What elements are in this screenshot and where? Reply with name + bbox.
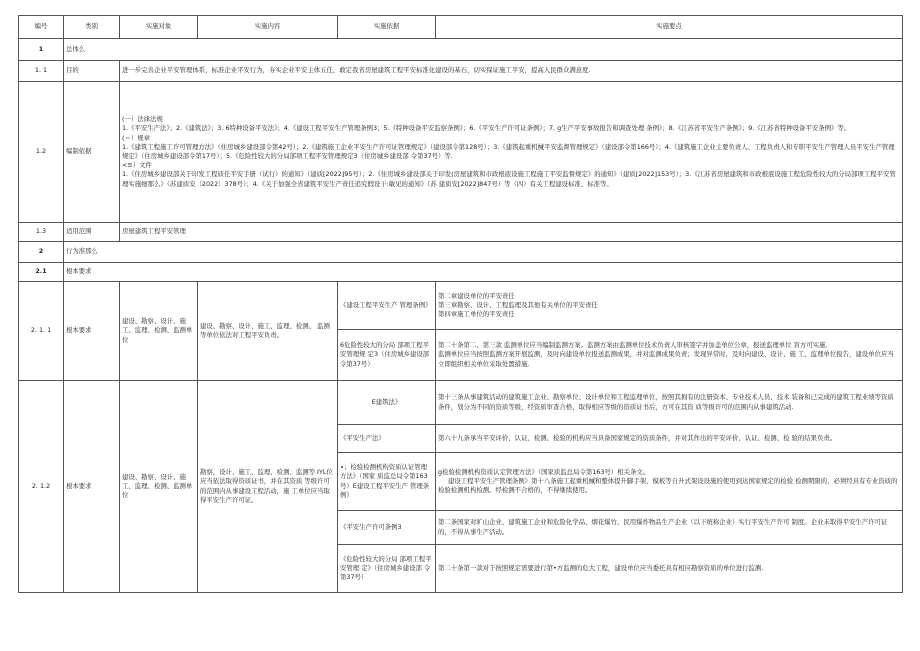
header-no: 编号 — [19, 16, 64, 39]
row-points: 第二条国家对旷山企业、建筑施工企业和危险化学品、烟花爆竹、民用爆炸物品生产企业（以下统称企业）实行平安生产许可 制度。企业未取得平安生产许可证的，不得从事生产活动。 — [436, 511, 903, 545]
basis-line: <≡）文件 — [122, 161, 152, 170]
header-category: 类别 — [64, 16, 120, 39]
row-number: 1.2 — [19, 82, 64, 223]
row-points — [436, 453, 903, 511]
row-points: 第六十九条承当平安评价、认证、检测、检验的机构应当具备国家规定的资质条件，并对其作出的平安评价、认证、检测、检 验的结果负责。 — [436, 425, 903, 453]
point-line: 第四章施工单位的平安责任 — [438, 310, 515, 319]
safety-standard-table — [18, 15, 903, 593]
row-points: 第十三条从事建筑活动的建筑施工企业、勘察单位、设计单位和工程监理单位，按照其拥有的注册资本、专业技术人员、技术 装备和已完成的建筑工程业绩等资质条件，划分为不同的资质等级，经资质审查合格，取得相应等级的资质证书后，方可在其资 质等级许可的范围内从事建筑活动. — [436, 381, 903, 425]
basis-list — [120, 82, 903, 223]
document-table-wrapper — [18, 15, 902, 593]
table-row — [19, 39, 903, 61]
header-basis: 实施依据 — [338, 16, 436, 39]
basis-line: (一）法律法规 — [122, 115, 163, 124]
point-line: 监测单位应当按照监测方案开展监测，及时向建设单位报送监测成果，并对监测成果负责；发现异常时，及时向建设、设计、施 工、监理单位报告，建设单位应当立即组织相关单位采取处置措施. — [438, 350, 894, 368]
row-category: 根本要求 — [64, 381, 120, 593]
row-points — [436, 282, 903, 330]
row-basis: 《危险性较大的分局 部项工程平安管理 定》（住房城乡建设部 令第37号） — [338, 545, 436, 593]
row-basis: 《平安生产法》 — [338, 425, 436, 453]
table-row — [19, 242, 903, 263]
row-basis: 《平安生产许可条例3 — [338, 511, 436, 545]
header-row — [19, 16, 903, 39]
row-basis: ∙；检验检测机构资质认证管理方法》（国家 质监总局令第163号）E建设工程平安生产 管理条例》 — [338, 453, 436, 511]
point-line: 第二十条第二、第三款 监测单位应当编制监测方案。监测方案由监测单位技术负责人审核签字并加盖单位公章，报送监理单位 盲方可实施. — [438, 341, 828, 350]
point-line: 第二章建设单位的平安责任 — [438, 291, 515, 300]
row-text: 进一步完善企业平安管理体系，标准企业平安行为，夯实企业平安主体五任，敢定我省房屋建筑工程平安标准化建设的基石，切实保证施工平安，提高人民群众满意度. — [120, 61, 903, 82]
row-basis: 6危险性较大的分局 部项工程平安管理规 定3（住房城乡建设部 令第37号） — [338, 330, 436, 381]
point-line: 第三章勘察、设计、工程监理及其他有关单位的平安责任 — [438, 300, 598, 309]
row-category: 适用范围 — [64, 223, 120, 242]
table-row — [19, 82, 903, 223]
basis-line: 1.《平安生产法》；2.《建筑法》；3. 6特种设备平安法》；4.《建设工程平安生产管理条例3；5.《特种设备平安监察条例》；6.《平安生产许可证条例》；7. g生产平安事故报告和调查处理 条例》；8.《江苏省平安生产条例》；9.《江苏省特种设备平安条例》等。 — [122, 124, 851, 133]
row-number: 1.3 — [19, 223, 64, 242]
table-row — [19, 263, 903, 282]
row-number: 1 — [19, 39, 64, 61]
header-object: 实施对象 — [120, 16, 198, 39]
row-points — [436, 330, 903, 381]
row-category: 目的 — [64, 61, 120, 82]
header-content: 实施内容 — [198, 16, 338, 39]
row-basis: 《建设工程平安生产 管理条例》 — [338, 282, 436, 330]
basis-line: 1.《住房城乡建设部关于印发工程质任平安手册（试行）的通知》（建质[2022]95号）；2.《住房城乡建设部关于印发(房屋建筑和市政根底设施工程施工平安监督规定》的通知》（建质[2022]153号）；3.《江苏省房屋建筑和市政根底设施工程危险性较大的分局部项工程平安管理实施细那么》（苏建质安〔2022〕378号）；4.《关于加强全省建筑平安生产责任追究假设干:敏见的通知》（苏 建质安[2022]847号）等（四）有关工程建设标准、标准等。 — [122, 170, 896, 188]
row-category: 根本要求 — [64, 282, 120, 381]
row-category: 编制依据 — [64, 82, 120, 223]
row-number: 2. 1. 1 — [19, 282, 64, 381]
basis-line: (＝）规章 — [122, 133, 151, 142]
row-category: 总体么 — [64, 39, 903, 61]
row-points: 第二十条第一款对于按照规定需要进行第•方监测的危大工程，建设单位应当委托具有相应勘察资质的单位进行监测. — [436, 545, 903, 593]
table-row — [19, 61, 903, 82]
table-row — [19, 282, 903, 330]
row-category: 根本要求 — [64, 263, 903, 282]
row-number: 2 — [19, 242, 64, 263]
row-content: 勘察，设计、施工、监理、检测、监测等 IYL位应当依法取得资质证书，并在其资质 等级许可的范围内从事建设工程活动，施 工单位应当取得平安生产许可证。 — [198, 381, 338, 593]
point-line: g检验检测机构资质认定管理方法》（国家质监总局令第163号）相关条文。 — [438, 467, 650, 476]
row-number: 1. 1 — [19, 61, 64, 82]
row-object: 建设、勘察、设计、施工、监理、检测、监测单位 — [120, 282, 198, 381]
table-row — [19, 223, 903, 242]
row-number: 2.1 — [19, 263, 64, 282]
row-object: 建设、勘察、设计、施工、监理、检测、监测单位 — [120, 381, 198, 593]
row-basis: E建筑法》 — [338, 381, 436, 425]
basis-line: 1.《建筑工程施工许可管理方法》（住房城乡建设部令第42号）；2.《建筑施工企业平安生产许可证管理规定》（建设部令第128号）；3.《建筑起重机械平安监督管理规定》（建设部令第166号）；4.《建筑施工企业主要负责人、工程负责人和专职平安生产管理人员平安生产管理规定》（住房城乡建设部令第17号）；5.《危险性较大的分局部项工程平安管理规定3（住房城乡建设部 令第37号）等. — [122, 142, 895, 160]
header-points: 实施要点 — [436, 16, 903, 39]
row-number: 2. 1.2 — [19, 381, 64, 593]
table-row — [19, 381, 903, 425]
row-content: 建设、勘察、设计、施工、监理、检测、 监测等单位依法对工程平安负责。 — [198, 282, 338, 381]
point-line: 建设工程平安生产管理条例》第十八条施工起重机械和整体提升脚手架、模板等自升式架设设施的使用到达国家规定的检验 检测期限的，必须经具有专业资质的检验检测机构检测。经检测不合格的，不得继续使用。 — [438, 476, 898, 495]
row-category: 行为准那么 — [64, 242, 903, 263]
row-text: 房屋建筑工程平安管理 — [120, 223, 903, 242]
